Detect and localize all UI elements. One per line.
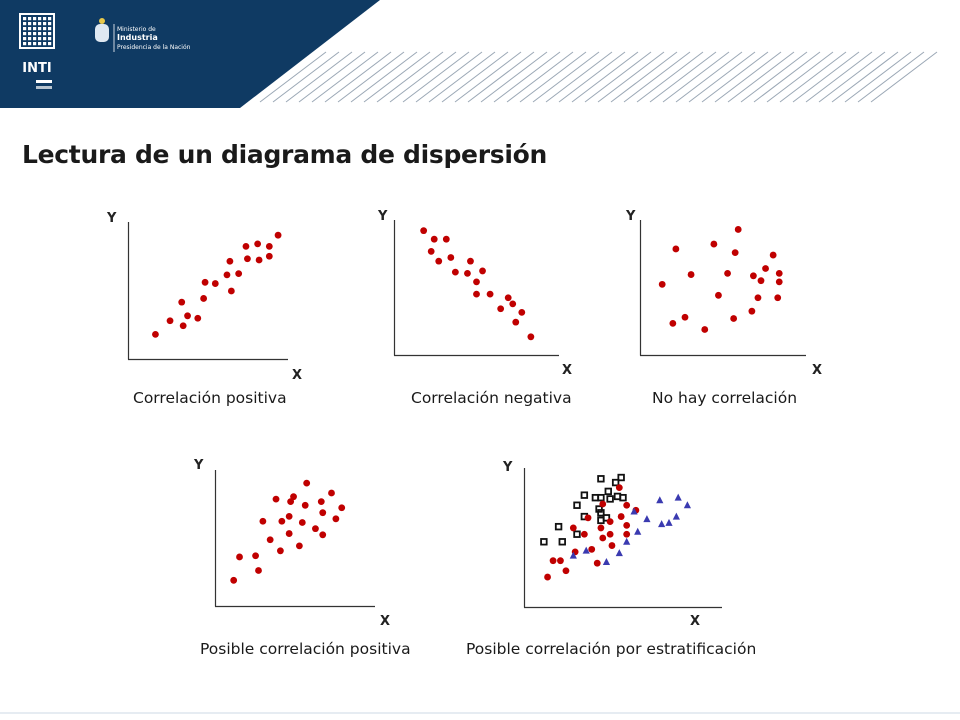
ministry-line-2: Industria xyxy=(117,33,158,42)
data-point xyxy=(607,518,614,525)
stripe-line xyxy=(572,52,638,102)
data-point xyxy=(776,270,783,277)
data-point xyxy=(497,305,504,312)
logo-grid-cell xyxy=(48,32,51,35)
stripe-line xyxy=(767,52,833,102)
inti-logo-bar xyxy=(36,86,52,89)
data-point xyxy=(598,525,605,532)
data-point xyxy=(701,326,708,333)
x-axis-label: X xyxy=(562,363,573,378)
logo-grid-cell xyxy=(43,22,46,25)
data-point xyxy=(672,246,679,253)
stripe-line xyxy=(468,52,534,102)
logo-grid-cell xyxy=(48,17,51,20)
chart-caption: Posible correlación positiva xyxy=(200,640,411,658)
data-point xyxy=(682,314,689,321)
logo-grid-cell xyxy=(23,27,26,30)
scatter-plot-negative xyxy=(394,220,559,356)
stripe-line xyxy=(650,52,716,102)
logo-grid-cell xyxy=(48,27,51,30)
header-band xyxy=(0,0,960,110)
data-point xyxy=(286,513,293,520)
logo-grid-cell xyxy=(43,42,46,45)
footer-rule xyxy=(0,712,960,714)
data-point xyxy=(550,557,557,564)
data-point xyxy=(505,294,512,301)
scatter-plot-no-correlation xyxy=(640,220,806,356)
data-point xyxy=(184,312,191,319)
data-point xyxy=(616,484,623,491)
data-point xyxy=(286,530,293,537)
data-point xyxy=(259,518,266,525)
data-point xyxy=(266,253,273,260)
x-axis-label: X xyxy=(812,363,823,378)
x-axis-label: X xyxy=(380,614,391,629)
logo-grid-cell xyxy=(48,37,51,40)
data-point-square xyxy=(574,531,580,537)
data-point xyxy=(277,547,284,554)
data-point xyxy=(609,542,616,549)
logo-grid-cell xyxy=(48,22,51,25)
scatter-plot-positive xyxy=(128,222,288,360)
y-axis-label: Y xyxy=(107,211,117,226)
logo-grid-cell xyxy=(33,37,36,40)
stripe-line xyxy=(312,52,378,102)
data-point xyxy=(659,281,666,288)
data-point xyxy=(732,249,739,256)
data-point xyxy=(420,227,427,234)
stripe-line xyxy=(533,52,599,102)
data-point xyxy=(557,557,564,564)
logo-grid-cell xyxy=(23,42,26,45)
stripe-line xyxy=(845,52,911,102)
chart-caption: Correlación positiva xyxy=(133,389,287,407)
data-point xyxy=(212,280,219,287)
data-point-square xyxy=(605,489,611,495)
data-point xyxy=(236,554,243,561)
data-point xyxy=(296,542,303,549)
data-point xyxy=(278,518,285,525)
logo-grid-cell xyxy=(23,22,26,25)
coat-of-arms-sun xyxy=(99,18,105,24)
data-point xyxy=(758,277,765,284)
y-axis-label: Y xyxy=(378,209,388,224)
stripe-line xyxy=(637,52,703,102)
logo-grid-cell xyxy=(33,17,36,20)
logo-grid-cell xyxy=(23,32,26,35)
logo-grid-cell xyxy=(38,17,41,20)
stripe-line xyxy=(611,52,677,102)
logo-grid-cell xyxy=(28,27,31,30)
data-point-square xyxy=(613,480,619,486)
data-point xyxy=(509,300,516,307)
coat-of-arms-icon xyxy=(95,24,109,42)
stripe-line xyxy=(351,52,417,102)
data-point xyxy=(464,270,471,277)
data-point xyxy=(243,243,250,250)
chart-caption: No hay correlación xyxy=(652,389,798,407)
data-point xyxy=(588,546,595,553)
data-point-triangle xyxy=(675,494,682,501)
data-point-square xyxy=(598,476,604,482)
stripe-line xyxy=(624,52,690,102)
slide-title: Lectura de un diagrama de dispersión xyxy=(22,140,547,169)
data-point xyxy=(618,513,625,520)
data-point-triangle xyxy=(634,528,641,535)
logo-grid-cell xyxy=(28,42,31,45)
stripe-line xyxy=(377,52,443,102)
data-point xyxy=(180,322,187,329)
logo-grid-cell xyxy=(33,27,36,30)
data-point xyxy=(328,490,335,497)
data-point xyxy=(275,232,282,239)
data-point xyxy=(570,525,577,532)
data-point xyxy=(244,255,251,262)
stripe-line xyxy=(403,52,469,102)
data-point xyxy=(585,514,592,521)
stripe-line xyxy=(715,52,781,102)
data-point xyxy=(227,258,234,265)
stripe-line xyxy=(429,52,495,102)
data-point xyxy=(750,272,757,279)
logo-grid-cell xyxy=(23,17,26,20)
logo-grid-cell xyxy=(43,17,46,20)
data-point xyxy=(273,496,280,503)
data-point xyxy=(319,531,326,538)
data-point-triangle xyxy=(673,513,680,520)
data-point xyxy=(774,294,781,301)
data-point xyxy=(623,531,630,538)
data-point-square xyxy=(582,492,588,498)
data-point-square xyxy=(607,496,613,502)
data-point xyxy=(467,258,474,265)
stripe-line xyxy=(338,52,404,102)
data-point xyxy=(167,317,174,324)
data-point-square xyxy=(596,506,602,512)
inti-logo-text: INTI xyxy=(22,61,52,76)
data-point xyxy=(230,577,237,584)
data-point xyxy=(527,333,534,340)
chart-caption: Correlación negativa xyxy=(411,389,572,407)
data-point-triangle xyxy=(656,496,663,503)
logo-grid-cell xyxy=(43,32,46,35)
data-point xyxy=(452,269,459,276)
data-point-square xyxy=(559,539,565,545)
data-point xyxy=(235,270,242,277)
data-point xyxy=(267,536,274,543)
stripe-line xyxy=(325,52,391,102)
data-point-triangle xyxy=(684,501,691,508)
stripe-line xyxy=(442,52,508,102)
ministry-line-3: Presidencia de la Nación xyxy=(117,44,191,51)
data-point xyxy=(748,308,755,315)
logo-grid-cell xyxy=(43,37,46,40)
data-point xyxy=(669,320,676,327)
stripe-line xyxy=(494,52,560,102)
data-point xyxy=(599,535,606,542)
y-axis-label: Y xyxy=(503,460,513,475)
logo-grid-cell xyxy=(33,42,36,45)
stripe-line xyxy=(728,52,794,102)
data-point xyxy=(152,331,159,338)
scatter-plot-stratification xyxy=(524,468,722,608)
data-point xyxy=(255,567,262,574)
data-point xyxy=(594,560,601,567)
stripe-line xyxy=(455,52,521,102)
logo-grid-cell xyxy=(23,37,26,40)
stripe-line xyxy=(676,52,742,102)
data-point xyxy=(303,480,310,487)
data-point xyxy=(688,271,695,278)
stripe-line xyxy=(793,52,859,102)
data-point-square xyxy=(574,502,580,508)
data-point xyxy=(194,315,201,322)
stripe-line xyxy=(520,52,586,102)
data-point-triangle xyxy=(643,515,650,522)
data-point-square xyxy=(593,495,599,501)
logo-grid-cell xyxy=(28,32,31,35)
x-axis-label: X xyxy=(690,614,701,629)
y-axis-label: Y xyxy=(194,458,204,473)
data-point xyxy=(512,319,519,326)
data-point xyxy=(735,226,742,233)
logo-grid-cell xyxy=(43,27,46,30)
logo-grid-cell xyxy=(28,17,31,20)
scatter-plot-possible-positive xyxy=(215,470,375,607)
x-axis-label: X xyxy=(292,368,303,383)
data-point xyxy=(256,257,263,264)
data-point xyxy=(581,531,588,538)
data-point xyxy=(755,294,762,301)
data-point xyxy=(447,254,454,261)
stripe-line xyxy=(481,52,547,102)
data-point xyxy=(518,309,525,316)
logo-grid-cell xyxy=(38,22,41,25)
data-point-square xyxy=(541,539,547,545)
stripe-line xyxy=(364,52,430,102)
data-point xyxy=(312,525,319,532)
stripe-line xyxy=(546,52,612,102)
data-point xyxy=(487,291,494,298)
data-point-square xyxy=(620,495,626,501)
stripe-line xyxy=(702,52,768,102)
logo-grid-cell xyxy=(28,22,31,25)
inti-logo-bar xyxy=(36,80,52,83)
decorative-stripes xyxy=(260,52,937,102)
stripe-line xyxy=(819,52,885,102)
logo-grid-cell xyxy=(28,37,31,40)
y-axis-label: Y xyxy=(626,209,636,224)
data-point xyxy=(710,241,717,248)
data-point xyxy=(431,236,438,243)
data-point xyxy=(623,522,630,529)
data-point xyxy=(332,515,339,522)
data-point xyxy=(563,567,570,574)
data-point xyxy=(200,295,207,302)
data-point xyxy=(544,574,551,581)
stripe-line xyxy=(416,52,482,102)
data-point xyxy=(428,248,435,255)
data-point-square xyxy=(556,524,562,530)
stripe-line xyxy=(507,52,573,102)
stripe-line xyxy=(780,52,846,102)
data-point-triangle xyxy=(658,520,665,527)
stripe-line xyxy=(559,52,625,102)
data-point xyxy=(599,501,606,508)
stripe-line xyxy=(754,52,820,102)
stripe-line xyxy=(871,52,937,102)
data-point xyxy=(762,265,769,272)
stripe-line xyxy=(689,52,755,102)
stripe-line xyxy=(741,52,807,102)
data-point xyxy=(443,236,450,243)
data-point xyxy=(435,258,442,265)
data-point xyxy=(228,288,235,295)
data-point-triangle xyxy=(616,549,623,556)
logo-grid-cell xyxy=(38,27,41,30)
logo-grid-cell xyxy=(38,37,41,40)
stripe-line xyxy=(299,52,365,102)
logo-grid-cell xyxy=(38,32,41,35)
data-point xyxy=(319,509,326,516)
stripe-line xyxy=(832,52,898,102)
data-point xyxy=(254,240,261,247)
data-point xyxy=(607,531,614,538)
stripe-line xyxy=(390,52,456,102)
data-point xyxy=(715,292,722,299)
logo-grid-cell xyxy=(33,32,36,35)
logo-grid-cell xyxy=(38,42,41,45)
data-point xyxy=(302,502,309,509)
data-point xyxy=(224,271,231,278)
data-point xyxy=(338,504,345,511)
data-point xyxy=(299,519,306,526)
data-point xyxy=(473,291,480,298)
ministry-line-1: Ministerio de xyxy=(117,26,156,33)
stripe-line xyxy=(663,52,729,102)
data-point xyxy=(473,279,480,286)
data-point-square xyxy=(598,510,604,516)
data-point xyxy=(266,243,273,250)
data-point xyxy=(623,502,630,509)
stripe-line xyxy=(585,52,651,102)
data-point-triangle xyxy=(603,558,610,565)
data-point xyxy=(770,252,777,259)
data-point xyxy=(318,498,325,505)
data-point xyxy=(252,552,259,559)
data-point-triangle xyxy=(623,538,630,545)
data-point xyxy=(776,279,783,286)
logo-grid-cell xyxy=(48,42,51,45)
data-point xyxy=(479,268,486,275)
data-point xyxy=(178,299,185,306)
data-point xyxy=(290,493,297,500)
logo-grid-cell xyxy=(33,22,36,25)
stripe-line xyxy=(858,52,924,102)
data-point xyxy=(730,315,737,322)
data-point-triangle xyxy=(665,519,672,526)
data-point xyxy=(724,270,731,277)
data-point xyxy=(202,279,209,286)
stripe-line xyxy=(806,52,872,102)
stripe-line xyxy=(598,52,664,102)
chart-caption: Posible correlación por estratificación xyxy=(466,640,757,658)
